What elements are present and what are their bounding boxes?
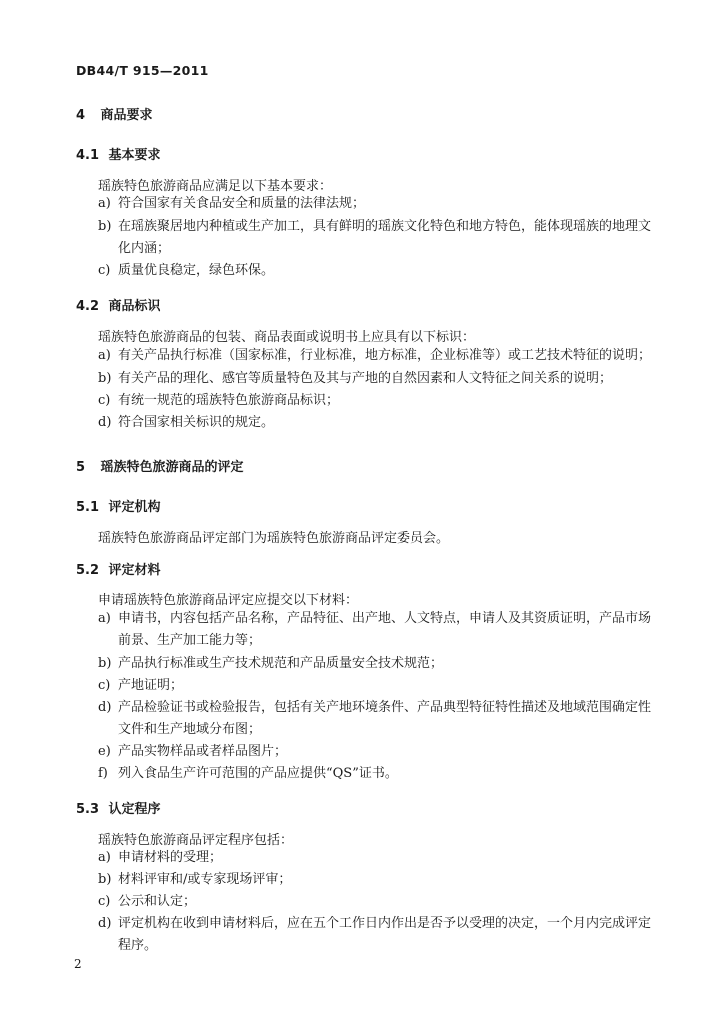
list-label: a) — [98, 611, 111, 626]
list-item — [98, 345, 658, 367]
list-text: 产品执行标准或生产技术规范和产品质量安全技术规范； — [118, 656, 444, 671]
section-5-2-intro: 申请瑶族特色旅游商品评定应提交以下材料： — [98, 593, 359, 608]
list-label: a) — [98, 348, 111, 363]
section-number: 4.2 — [76, 299, 100, 314]
list-item — [98, 741, 658, 763]
list-item — [98, 913, 658, 957]
list-item — [98, 697, 658, 741]
list-label: b) — [98, 219, 112, 234]
list-item — [98, 390, 658, 412]
list-item — [98, 260, 658, 282]
section-title: 商品要求 — [100, 108, 153, 123]
list-label: d) — [98, 415, 112, 430]
section-title: 评定机构 — [108, 500, 161, 515]
section-number: 5 — [76, 460, 86, 475]
section-number: 5.3 — [76, 802, 100, 817]
list-text: 材料评审和/或专家现场评审； — [118, 872, 292, 887]
section-number: 4 — [76, 108, 86, 123]
list-item — [98, 412, 658, 434]
page-number: 2 — [74, 957, 82, 971]
section-5-2-heading — [76, 559, 161, 578]
list-label: b) — [98, 656, 112, 671]
list-text: 产地证明； — [118, 678, 184, 693]
section-4-1-heading — [76, 144, 161, 163]
list-item — [98, 193, 658, 215]
section-4-heading — [76, 104, 153, 123]
list-item — [98, 763, 658, 785]
list-label: b) — [98, 872, 112, 887]
list-text: 申请材料的受理； — [118, 850, 223, 865]
list-label: d) — [98, 700, 112, 715]
section-5-1-heading — [76, 496, 161, 515]
list-text: 在瑶族聚居地内种植或生产加工，具有鲜明的瑶族文化特色和地方特色，能体现瑶族的地理文化内涵； — [118, 219, 652, 256]
list-item — [98, 216, 658, 260]
list-text: 产品检验证书或检验报告，包括有关产地环境条件、产品典型特征特性描述及地域范围确定性文件和生产地域分布图； — [118, 700, 652, 737]
list-text: 符合国家相关标识的规定。 — [118, 415, 275, 430]
list-text: 有关产品执行标准（国家标准，行业标准，地方标准，企业标准等）或工艺技术特征的说明； — [118, 348, 652, 363]
list-item — [98, 675, 658, 697]
section-title: 商品标识 — [108, 299, 161, 314]
section-4-2-heading — [76, 295, 161, 314]
list-item — [98, 608, 658, 652]
section-4-2-intro: 瑶族特色旅游商品的包装、商品表面或说明书上应具有以下标识： — [98, 330, 476, 345]
list-label: d) — [98, 916, 112, 931]
list-item — [98, 847, 658, 869]
list-text: 质量优良稳定，绿色环保。 — [118, 263, 275, 278]
list-text: 公示和认定； — [118, 894, 197, 909]
section-number: 4.1 — [76, 148, 100, 163]
section-number: 5.1 — [76, 500, 100, 515]
list-text: 评定机构在收到申请材料后，应在五个工作日内作出是否予以受理的决定，一个月内完成评定程序。 — [118, 916, 652, 953]
list-text: 有统一规范的瑶族特色旅游商品标识； — [118, 393, 340, 408]
list-item — [98, 653, 658, 675]
list-label: c) — [98, 678, 111, 693]
list-item — [98, 869, 658, 891]
section-5-heading — [76, 456, 244, 475]
list-text: 申请书，内容包括产品名称，产品特征、出产地、人文特点，申请人及其资质证明，产品市场前景、生产加工能力等； — [118, 611, 652, 648]
list-text: 产品实物样品或者样品图片； — [118, 744, 288, 759]
list-label: a) — [98, 196, 111, 211]
list-text: 有关产品的理化、感官等质量特色及其与产地的自然因素和人文特征之间关系的说明； — [118, 371, 613, 386]
list-label: b) — [98, 371, 112, 386]
list-label: c) — [98, 263, 111, 278]
section-title: 评定材料 — [108, 563, 161, 578]
list-text: 符合国家有关食品安全和质量的法律法规； — [118, 196, 366, 211]
section-title: 瑶族特色旅游商品的评定 — [100, 460, 244, 475]
list-item — [98, 368, 658, 390]
list-label: a) — [98, 850, 111, 865]
section-5-1-intro: 瑶族特色旅游商品评定部门为瑶族特色旅游商品评定委员会。 — [98, 531, 450, 546]
list-label: c) — [98, 894, 111, 909]
section-5-3-heading — [76, 798, 161, 817]
list-label: e) — [98, 744, 111, 759]
section-title: 基本要求 — [108, 148, 161, 163]
section-5-3-intro: 瑶族特色旅游商品评定程序包括： — [98, 833, 294, 848]
list-item — [98, 891, 658, 913]
list-label: c) — [98, 393, 111, 408]
list-text: 列入食品生产许可范围的产品应提供“QS”证书。 — [118, 766, 398, 781]
standard-code: DB44/T 915—2011 — [76, 63, 209, 78]
list-label: f) — [98, 766, 108, 781]
section-title: 认定程序 — [108, 802, 161, 817]
section-4-1-intro: 瑶族特色旅游商品应满足以下基本要求： — [98, 179, 333, 194]
section-number: 5.2 — [76, 563, 100, 578]
